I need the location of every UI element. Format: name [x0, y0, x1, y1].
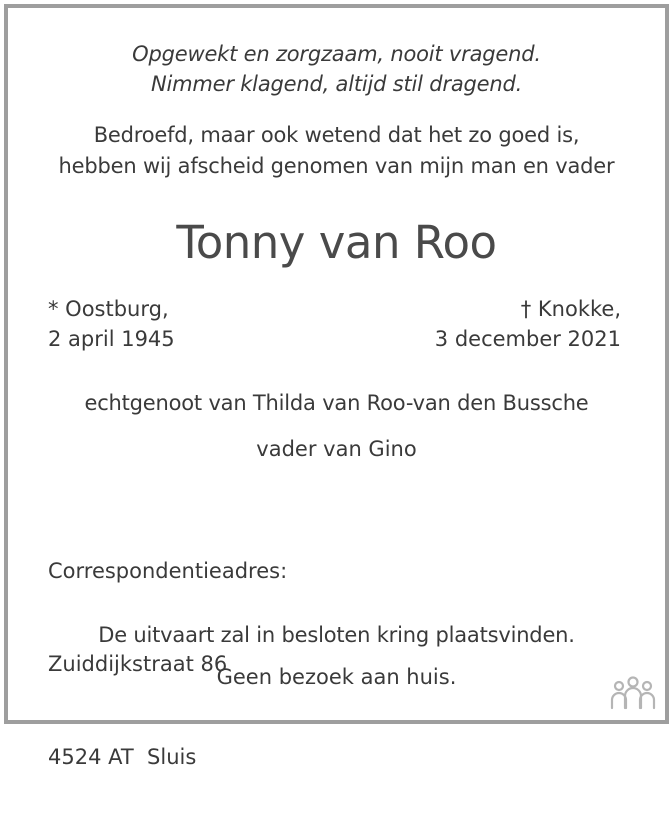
- intro-text: [8, 120, 665, 182]
- address-city: 4524 AT Sluis: [48, 745, 197, 769]
- birth-date: 2 april 1945: [48, 327, 175, 351]
- poem: [8, 39, 665, 99]
- announcement-frame: [4, 4, 669, 769]
- birth-place: * Oostburg,: [48, 297, 169, 321]
- child-relation: vader van Gino: [256, 437, 417, 461]
- poem-line-1: Opgewekt en zorgzaam, nooit vragend.: [132, 42, 541, 66]
- deceased-name: Tonny van Roo: [176, 216, 497, 269]
- address-label: Correspondentieadres:: [48, 559, 288, 583]
- death-info: [435, 294, 621, 354]
- intro-line-2: hebben wij afscheid genomen van mijn man en vader: [58, 154, 615, 178]
- people-group-icon: [609, 674, 657, 714]
- no-visit-note: Geen bezoek aan huis.: [216, 665, 457, 689]
- funeral-note: De uitvaart zal in besloten kring plaatsvinden.: [98, 623, 575, 647]
- poem-line-2: Nimmer klagend, altijd stil dragend.: [150, 72, 523, 96]
- intro-line-1: Bedroefd, maar ook wetend dat het zo goed is,: [93, 123, 580, 147]
- birth-info: [48, 294, 175, 354]
- spouse-relation: echtgenoot van Thilda van Roo-van den Bussche: [84, 391, 589, 415]
- death-date: 3 december 2021: [434, 327, 621, 351]
- address-street: Zuiddijkstraat 86: [48, 652, 228, 676]
- death-place: † Knokke,: [520, 297, 621, 321]
